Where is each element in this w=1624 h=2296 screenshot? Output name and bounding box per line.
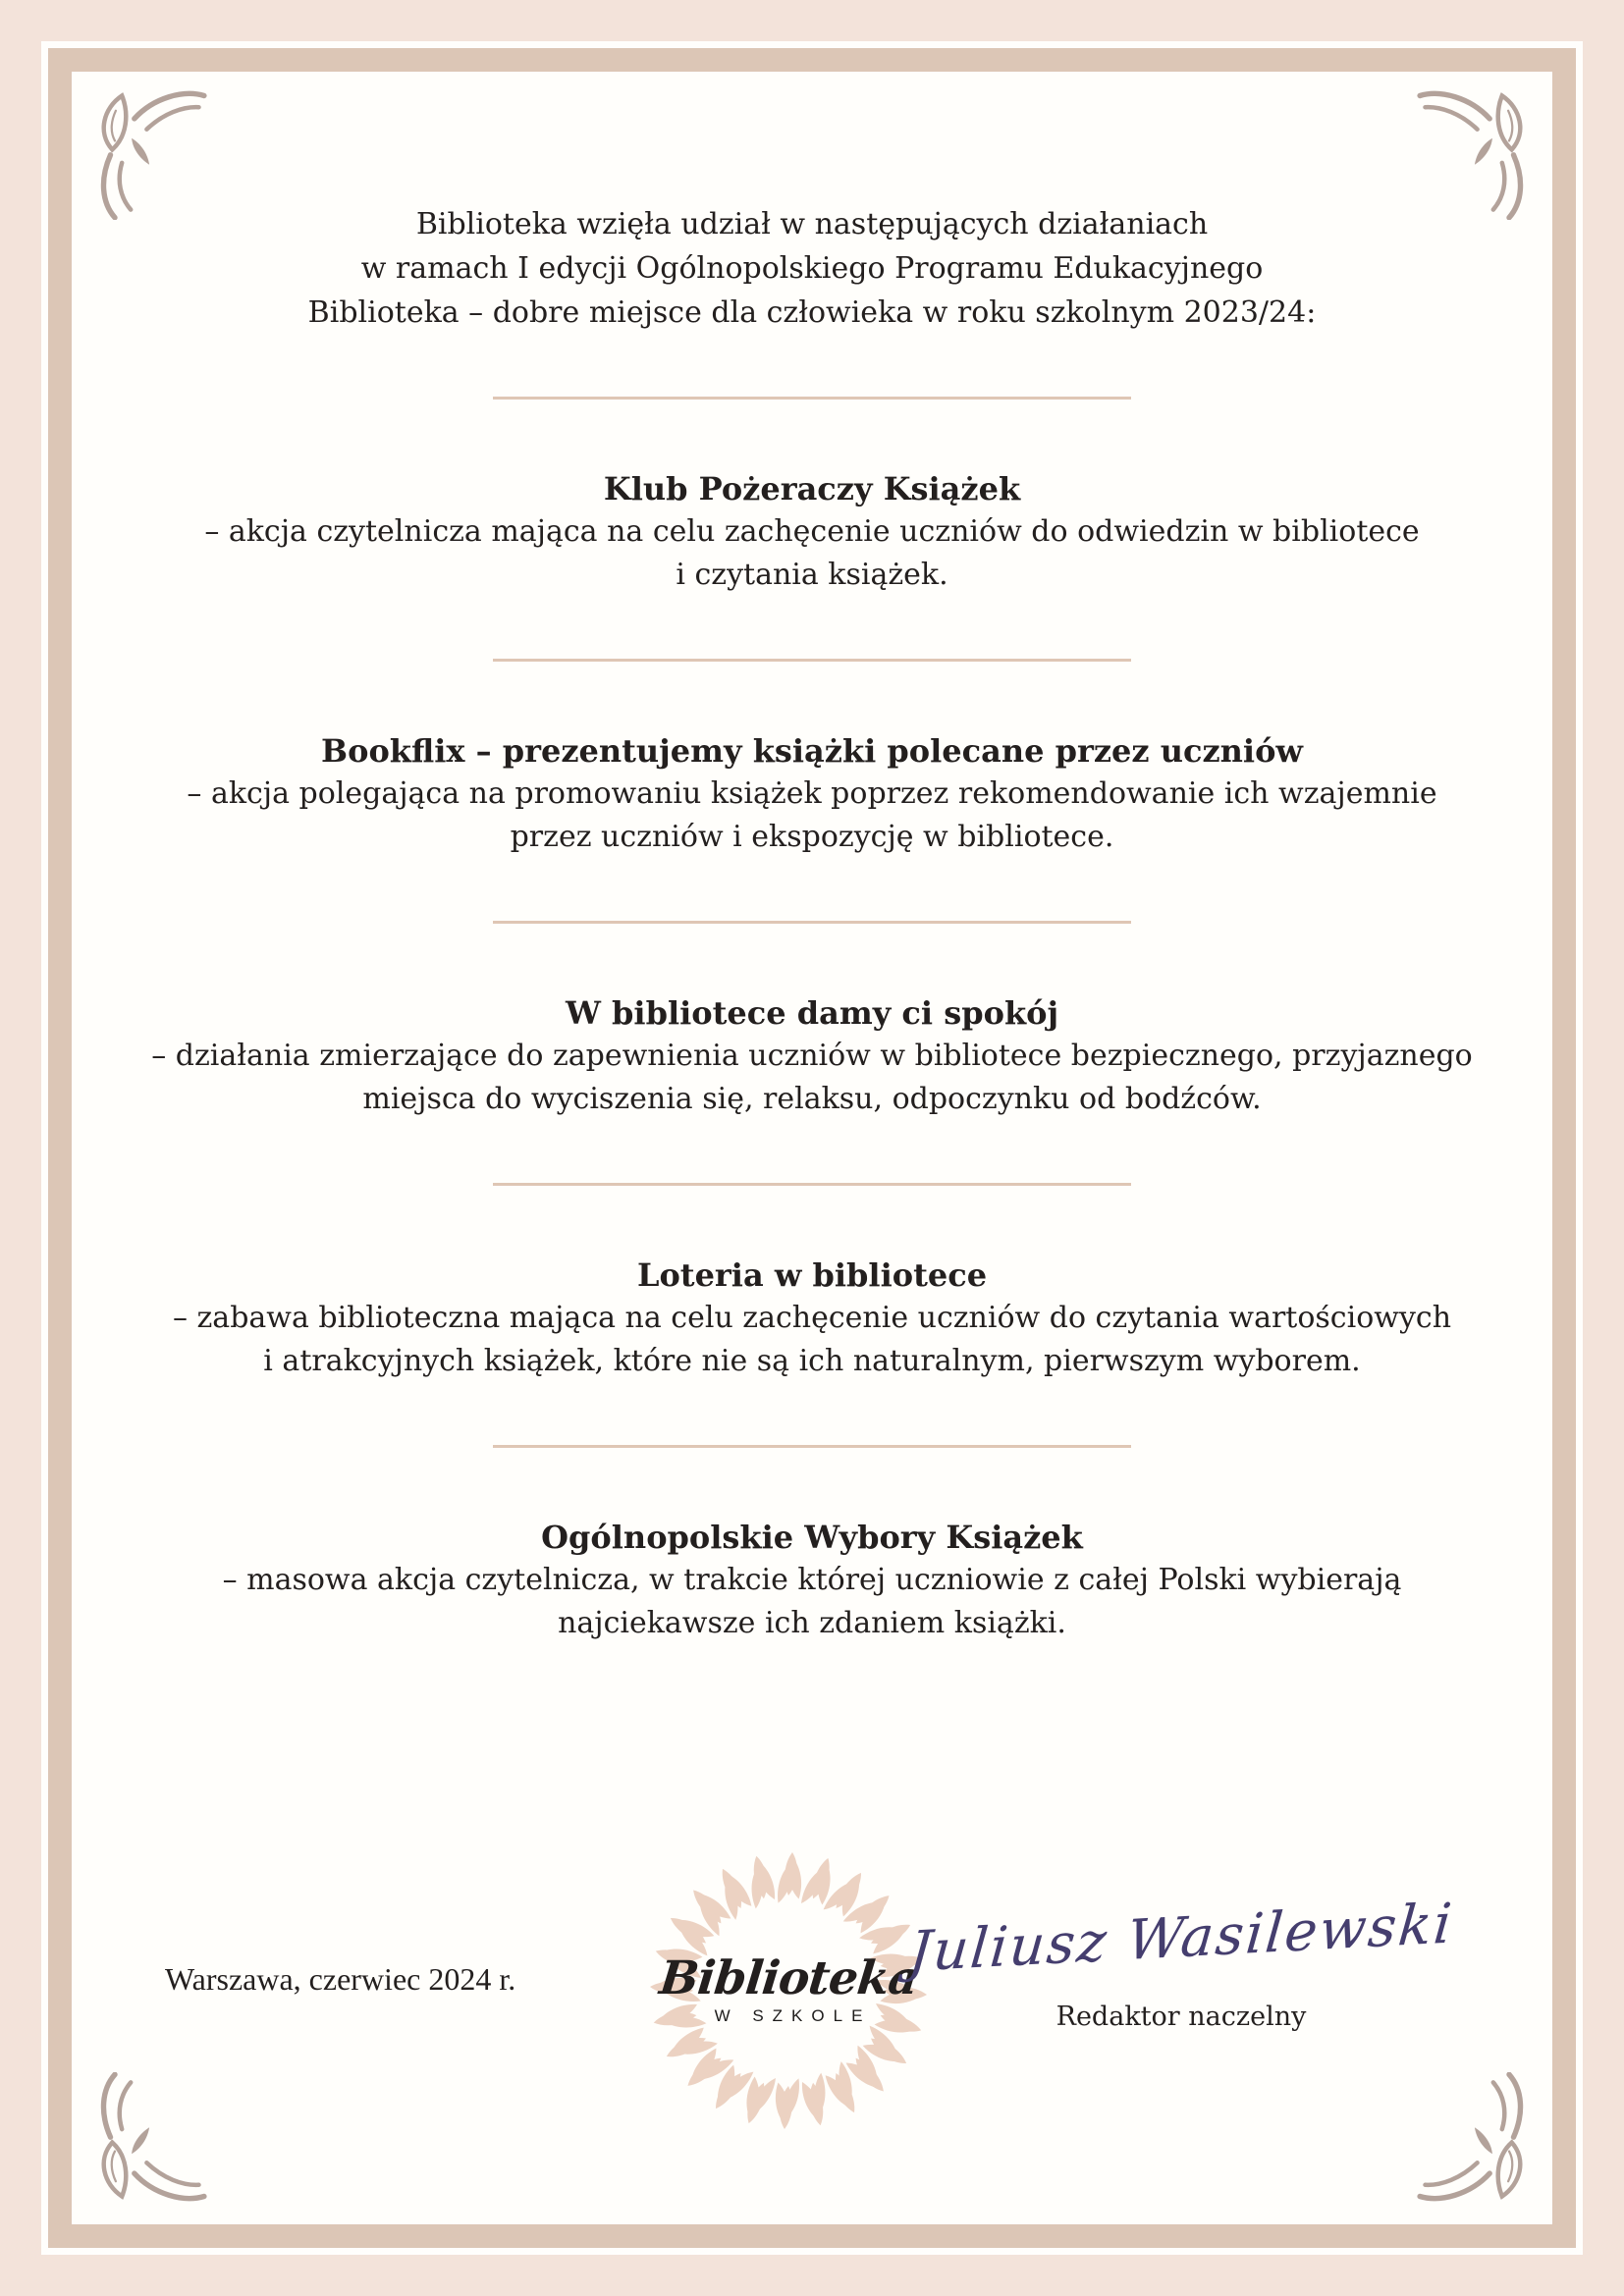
section-divider [493, 1445, 1131, 1448]
section-title: Loteria w bibliotece [636, 1256, 988, 1294]
intro-line: w ramach I edycji Ogólnopolskiego Programu Edukacyjnego [360, 251, 1264, 286]
section-title: W bibliotece damy ci spokój [565, 994, 1059, 1032]
section-w-bibliotece-damy-ci-spokoj [72, 991, 1552, 1121]
section-line: przez uczniów i ekspozycję w bibliotece. [510, 820, 1114, 854]
section-title: Bookflix – prezentujemy książki polecane przez uczniów [321, 732, 1303, 770]
section-divider [493, 397, 1131, 400]
section-loteria-w-bibliotece [72, 1254, 1552, 1383]
section-bookflix [72, 729, 1552, 859]
section-title: Ogólnopolskie Wybory Książek [541, 1519, 1083, 1556]
section-line: – zabawa biblioteczna mająca na celu zachęcenie uczniów do czytania wartościowych [172, 1301, 1452, 1335]
section-divider [493, 659, 1131, 662]
section-line: – akcja czytelnicza mająca na celu zachęcenie uczniów do odwiedzin w bibliotece [204, 514, 1420, 549]
place-and-date: Warszawa, czerwiec 2024 r. [165, 1961, 516, 1997]
section-klub-pozeraczy-ksiazek [72, 467, 1552, 597]
intro-line: Biblioteka wzięła udział w następujących działaniach [415, 207, 1209, 241]
section-ogolnopolskie-wybory-ksiazek [72, 1516, 1552, 1645]
signature-handwriting: Juliusz Wasilewski [906, 1892, 1456, 1985]
logo-title: Biblioteka [657, 1951, 921, 2005]
section-line: najciekawsze ich zdaniem książki. [558, 1606, 1066, 1640]
intro-line: Biblioteka – dobre miejsce dla człowieka w roku szkolnym 2023/24: [307, 295, 1317, 330]
logo-subtitle: W SZKOLE [714, 2006, 872, 2025]
section-divider [493, 921, 1131, 924]
section-line: – działania zmierzające do zapewnienia uczniów w bibliotece bezpiecznego, przyjaznego [151, 1039, 1473, 1073]
section-divider [493, 1183, 1131, 1186]
signature-role: Redaktor naczelny [1056, 2002, 1307, 2032]
signature-block [896, 1890, 1466, 2032]
section-title: Klub Pożeraczy Książek [603, 470, 1021, 507]
section-line: – akcja polegająca na promowaniu książek poprzez rekomendowanie ich wzajemnie [187, 776, 1437, 811]
certificate-paper [72, 72, 1552, 2224]
section-line: i czytania książek. [676, 558, 948, 592]
intro-paragraph [72, 72, 1552, 335]
section-line: miejsca do wyciszenia się, relaksu, odpoczynku od bodźców. [362, 1082, 1262, 1116]
section-line: – masowa akcja czytelnicza, w trakcie której uczniowie z całej Polski wybierają [222, 1563, 1402, 1597]
section-line: i atrakcyjnych książek, które nie są ich naturalnym, pierwszym wyborem. [263, 1344, 1361, 1378]
